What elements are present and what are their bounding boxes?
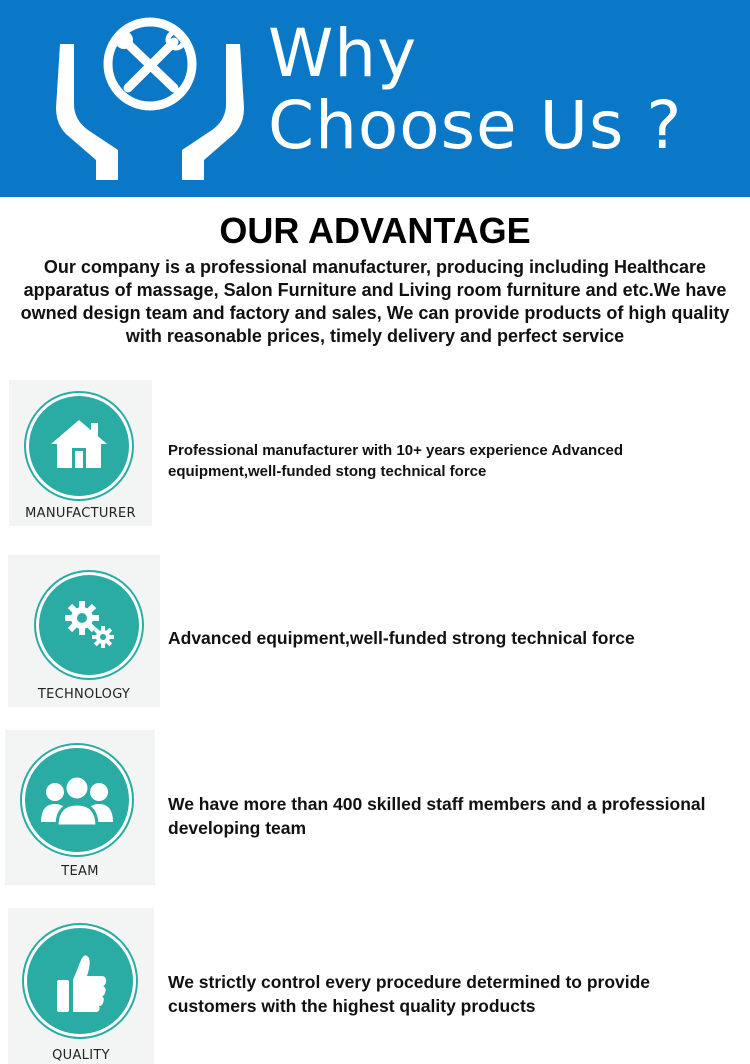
banner-title <box>268 15 683 164</box>
feature-description: We have more than 400 skilled staff members and a professional developing team <box>168 794 706 838</box>
hands-tools-icon <box>52 12 248 182</box>
feature-description: We strictly control every procedure determined to provide customers with the highest quality products <box>168 972 651 1016</box>
thumbs-up-icon <box>27 928 133 1034</box>
feature-card-manufacturer <box>9 380 152 526</box>
feature-card-team <box>5 730 155 885</box>
intro-paragraph: Our company is a professional manufacturer, producing including Healthcare apparatus of massage, Salon Furniture and Living room furniture and etc.We have owned design team and factory and sales, We can provide products of high quality with reasonable prices, timely delivery and perfect service <box>20 257 730 346</box>
feature-label: QUALITY <box>52 1048 110 1063</box>
feature-card-quality <box>8 908 154 1064</box>
feature-description: Professional manufacturer with 10+ years experience Advanced equipment,well-funded stong technical force <box>168 442 624 480</box>
hero-banner <box>0 0 750 197</box>
feature-label: TEAM <box>61 864 99 879</box>
people-icon <box>25 748 129 852</box>
feature-card-technology <box>8 555 160 707</box>
house-icon <box>29 396 129 496</box>
page-heading: OUR ADVANTAGE <box>219 210 531 251</box>
banner-title-line-1: Why <box>268 15 418 92</box>
gears-icon <box>39 575 139 675</box>
feature-label: MANUFACTURER <box>25 506 136 521</box>
banner-title-line-2: Choose Us ? <box>268 87 683 164</box>
feature-label: TECHNOLOGY <box>37 687 131 702</box>
feature-description: Advanced equipment,well-funded strong technical force <box>168 628 635 648</box>
